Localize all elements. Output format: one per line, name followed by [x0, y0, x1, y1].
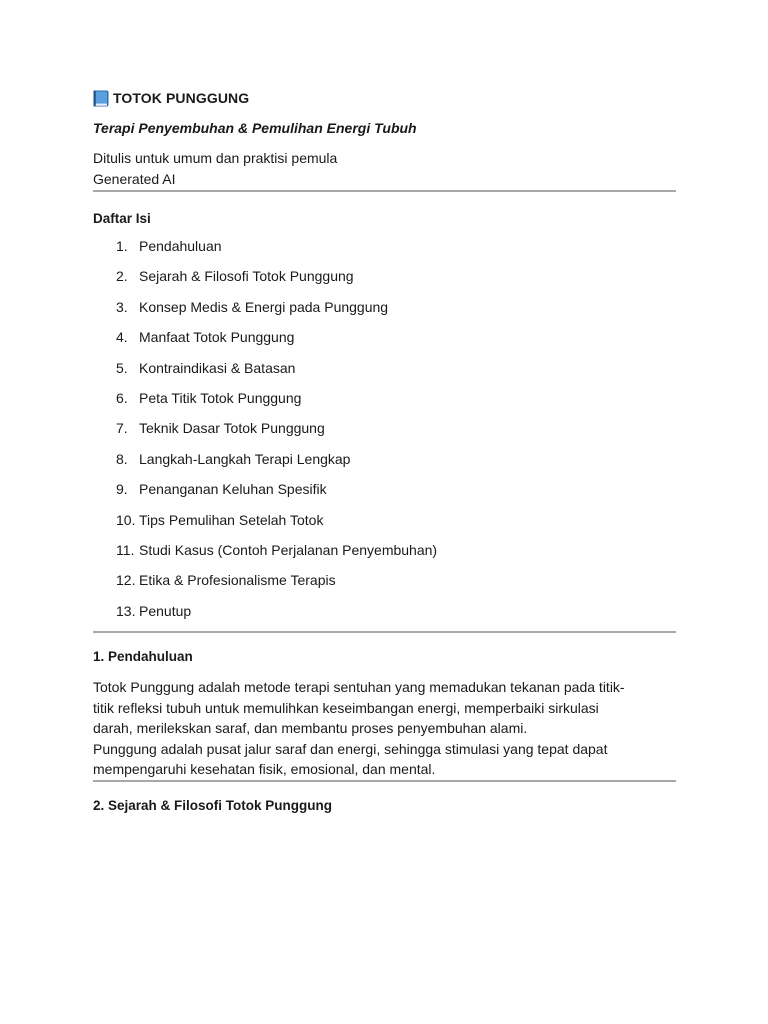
document-subtitle: Terapi Penyembuhan & Pemulihan Energi Tubuh	[93, 120, 417, 136]
toc-item	[93, 570, 676, 600]
toc-item-label: Manfaat Totok Punggung	[139, 329, 295, 346]
toc-item-number: 7.	[116, 420, 128, 437]
toc-item-number: 5.	[116, 359, 128, 376]
toc-item-number: 3.	[116, 298, 128, 315]
meta-line-audience: Ditulis untuk umum dan praktisi pemula	[93, 150, 338, 166]
section-heading-sejarah: 2. Sejarah & Filosofi Totok Punggung	[93, 798, 333, 814]
divider	[93, 190, 676, 192]
toc-item-number: 2.	[116, 268, 128, 285]
section-heading-pendahuluan: 1. Pendahuluan	[93, 649, 193, 665]
toc-item-number: 10.	[116, 511, 136, 528]
toc-item-label: Langkah-Langkah Terapi Lengkap	[139, 450, 351, 467]
toc-item	[93, 601, 676, 631]
paragraph-line: titik refleksi tubuh untuk memulihkan keseimbangan energi, memperbaiki sirkulasi	[93, 699, 599, 716]
toc-item-number: 6.	[116, 389, 128, 406]
toc-item-label: Teknik Dasar Totok Punggung	[139, 420, 325, 437]
toc-item-label: Sejarah & Filosofi Totok Punggung	[139, 268, 354, 285]
toc-item-label: Etika & Profesionalisme Terapis	[139, 572, 336, 589]
toc-item-label: Kontraindikasi & Batasan	[139, 359, 296, 376]
toc-item	[93, 297, 676, 327]
divider	[93, 780, 676, 782]
document-page	[93, 86, 676, 816]
toc-item	[93, 418, 676, 448]
toc-item-label: Studi Kasus (Contoh Perjalanan Penyembuhan)	[139, 541, 438, 558]
toc-heading: Daftar Isi	[93, 211, 151, 226]
toc-item	[93, 266, 676, 296]
toc-item-label: Penutup	[139, 602, 192, 619]
toc-item-label: Peta Titik Totok Punggung	[139, 389, 302, 406]
toc-item-label: Pendahuluan	[139, 238, 222, 254]
toc-item-label: Konsep Medis & Energi pada Punggung	[139, 298, 389, 315]
toc-item-number: 4.	[116, 329, 128, 346]
document-meta	[93, 148, 676, 190]
blue-book-icon	[93, 90, 109, 107]
paragraph-line: Punggung adalah pusat jalur saraf dan energi, sehingga stimulasi yang tepat dapat	[93, 740, 608, 757]
toc-item	[93, 358, 676, 388]
toc-list	[93, 236, 676, 631]
document-title: TOTOK PUNGGUNG	[113, 90, 250, 106]
toc-item	[93, 327, 676, 357]
toc-item-number: 13.	[116, 602, 136, 619]
toc-item-label: Tips Pemulihan Setelah Totok	[139, 511, 324, 528]
toc-item	[93, 510, 676, 540]
divider	[93, 631, 676, 633]
toc-item-number: 9.	[116, 481, 128, 498]
toc-item	[93, 388, 676, 418]
toc-item-label: Penanganan Keluhan Spesifik	[139, 481, 327, 498]
toc-item-number: 8.	[116, 450, 128, 467]
toc-item	[93, 449, 676, 479]
paragraph-line: Totok Punggung adalah metode terapi sentuhan yang memadukan tekanan pada titik-	[93, 679, 625, 696]
paragraph-line: darah, merilekskan saraf, dan membantu proses penyembuhan alami.	[93, 720, 528, 737]
section-paragraph	[93, 677, 676, 780]
meta-line-generated: Generated AI	[93, 171, 176, 187]
paragraph-line: mempengaruhi kesehatan fisik, emosional, dan mental.	[93, 761, 436, 778]
toc-item	[93, 540, 676, 570]
toc-item	[93, 236, 676, 266]
document-title-row	[93, 86, 676, 110]
toc-item-number: 12.	[116, 572, 136, 589]
toc-item-number: 11.	[116, 541, 135, 558]
toc-item	[93, 479, 676, 509]
toc-item-number: 1.	[116, 238, 128, 254]
